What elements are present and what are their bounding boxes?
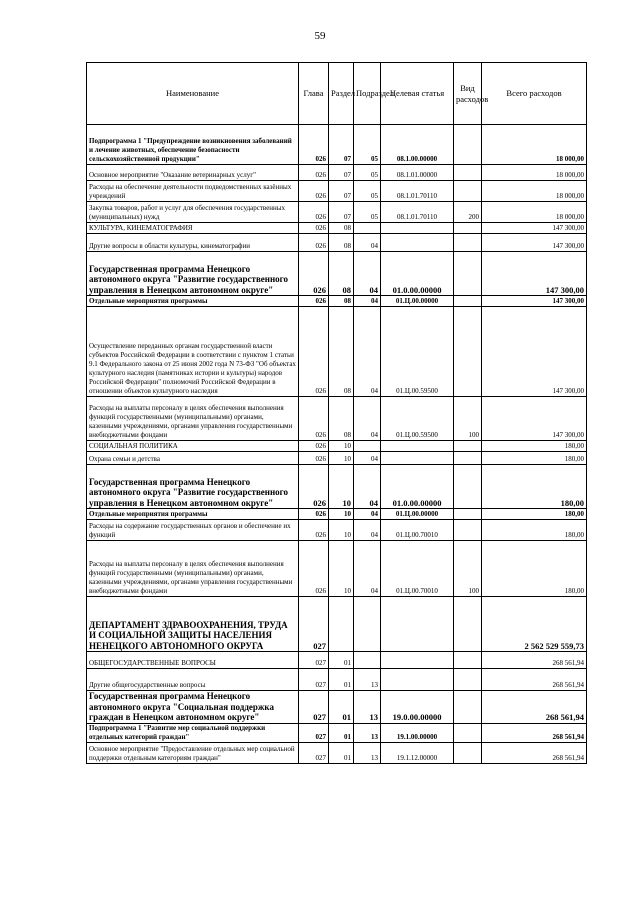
cell-type: [454, 465, 482, 509]
cell-type: [454, 520, 482, 541]
cell-subsection: 13: [354, 691, 381, 724]
cell-total: 147 300,00: [482, 234, 587, 252]
header-total: Всего расходов: [482, 63, 587, 125]
cell-total: 180,00: [482, 509, 587, 520]
cell-name: Подпрограмма 1 "Развитие мер социальной поддержки отдельных категорий граждан": [87, 723, 299, 742]
cell-chapter: 026: [299, 452, 329, 465]
table-row: [87, 181, 587, 202]
header-name: Наименование: [87, 63, 299, 125]
cell-section: 08: [329, 223, 354, 234]
cell-name: Отдельные мероприятия программы: [87, 296, 299, 307]
cell-name: Охрана семьи и детства: [87, 452, 299, 465]
cell-name: Основное мероприятие "Оказание ветеринарных услуг": [87, 165, 299, 181]
cell-chapter: 027: [299, 597, 329, 652]
table-row: [87, 452, 587, 465]
cell-section: 10: [329, 441, 354, 452]
cell-target: 19.1.12.00000: [381, 742, 454, 763]
cell-name: ДЕПАРТАМЕНТ ЗДРАВООХРАНЕНИЯ, ТРУДА И СОЦИАЛЬНОЙ ЗАЩИТЫ НАСЕЛЕНИЯ НЕНЕЦКОГО АВТОНОМНОГО ОКРУГА: [87, 597, 299, 652]
cell-name: КУЛЬТУРА, КИНЕМАТОГРАФИЯ: [87, 223, 299, 234]
cell-target: 01.Ц.00.59500: [381, 397, 454, 441]
table-row: [87, 307, 587, 397]
cell-name: Другие общегосударственные вопросы: [87, 669, 299, 691]
cell-section: 08: [329, 234, 354, 252]
cell-target: 01.Ц.00.70010: [381, 541, 454, 597]
cell-chapter: 026: [299, 181, 329, 202]
cell-chapter: 027: [299, 723, 329, 742]
cell-total: 268 561,94: [482, 742, 587, 763]
cell-type: [454, 723, 482, 742]
cell-section: 07: [329, 181, 354, 202]
header-row: [87, 63, 587, 125]
cell-name: Отдельные мероприятия программы: [87, 509, 299, 520]
header-chapter: Глава: [299, 63, 329, 125]
cell-section: 10: [329, 520, 354, 541]
cell-subsection: 04: [354, 307, 381, 397]
cell-subsection: [354, 652, 381, 669]
cell-total: 180,00: [482, 520, 587, 541]
cell-section: 08: [329, 296, 354, 307]
cell-name: Расходы на содержание государственных органов и обеспечение их функций: [87, 520, 299, 541]
cell-subsection: 04: [354, 296, 381, 307]
cell-total: 147 300,00: [482, 252, 587, 296]
cell-section: 08: [329, 397, 354, 441]
cell-target: 01.0.00.00000: [381, 465, 454, 509]
header-section: Раздел: [329, 63, 354, 125]
cell-type: [454, 452, 482, 465]
cell-target: 08.1.01.70110: [381, 202, 454, 223]
cell-target: [381, 652, 454, 669]
cell-section: 01: [329, 652, 354, 669]
cell-section: 01: [329, 669, 354, 691]
table-row: [87, 234, 587, 252]
table-row: [87, 397, 587, 441]
cell-chapter: 026: [299, 223, 329, 234]
cell-section: 08: [329, 252, 354, 296]
cell-section: 10: [329, 452, 354, 465]
cell-name: Расходы на обеспечение деятельности подведомственных казённых учреждений: [87, 181, 299, 202]
cell-chapter: 027: [299, 691, 329, 724]
cell-type: [454, 181, 482, 202]
cell-name: Государственная программа Ненецкого автономного округа "Развитие государственного управления в Ненецком автономном округе": [87, 465, 299, 509]
cell-chapter: 026: [299, 125, 329, 165]
cell-chapter: 026: [299, 202, 329, 223]
cell-target: 01.Ц.00.00000: [381, 296, 454, 307]
cell-type: [454, 234, 482, 252]
cell-name: Расходы на выплаты персоналу в целях обеспечения выполнения функций государственными (муниципальными) органами, казенными учреждениями, органами управления государственными внебюджетными фондами: [87, 397, 299, 441]
cell-type: [454, 165, 482, 181]
cell-total: 18 000,00: [482, 181, 587, 202]
cell-total: 180,00: [482, 465, 587, 509]
cell-name: Другие вопросы в области культуры, кинематографии: [87, 234, 299, 252]
table-row: [87, 252, 587, 296]
cell-chapter: 026: [299, 307, 329, 397]
cell-total: 268 561,94: [482, 652, 587, 669]
cell-target: 19.0.00.00000: [381, 691, 454, 724]
cell-type: [454, 597, 482, 652]
cell-total: 180,00: [482, 452, 587, 465]
cell-chapter: 027: [299, 652, 329, 669]
table-row: [87, 742, 587, 763]
table-row: [87, 165, 587, 181]
cell-total: 268 561,94: [482, 723, 587, 742]
cell-subsection: 04: [354, 541, 381, 597]
cell-type: [454, 223, 482, 234]
cell-subsection: 05: [354, 202, 381, 223]
cell-name: Государственная программа Ненецкого автономного округа "Развитие государственного управления в Ненецком автономном округе": [87, 252, 299, 296]
cell-type: 200: [454, 202, 482, 223]
cell-chapter: 026: [299, 234, 329, 252]
table-row: [87, 520, 587, 541]
table-row: [87, 723, 587, 742]
cell-subsection: [354, 597, 381, 652]
cell-chapter: 026: [299, 296, 329, 307]
cell-subsection: 04: [354, 397, 381, 441]
cell-section: 01: [329, 742, 354, 763]
cell-total: 18 000,00: [482, 165, 587, 181]
table-row: [87, 465, 587, 509]
cell-total: 180,00: [482, 541, 587, 597]
cell-chapter: 026: [299, 509, 329, 520]
cell-name: Государственная программа Ненецкого автономного округа "Социальная поддержка граждан в Ненецком автономном округе": [87, 691, 299, 724]
table-row: [87, 509, 587, 520]
cell-chapter: 026: [299, 520, 329, 541]
cell-subsection: [354, 441, 381, 452]
cell-subsection: 05: [354, 125, 381, 165]
cell-section: 10: [329, 541, 354, 597]
cell-name: Осуществление переданных органам государственной власти субъектов Российской Федерации в соответствии с пунктом 1 статьи 9.1 Федерального закона от 25 июня 2002 года N 73-ФЗ "Об объектах культурного наследия (памятниках истории и культуры) народов Российской Федерации" полномочий Российской Федерации в отношении объектов культурного наследия: [87, 307, 299, 397]
cell-total: 147 300,00: [482, 296, 587, 307]
cell-target: 08.1.01.00000: [381, 165, 454, 181]
cell-type: [454, 307, 482, 397]
cell-total: 2 562 529 559,73: [482, 597, 587, 652]
cell-name: Основное мероприятие "Предоставление отдельных мер социальной поддержки отдельным категориям граждан": [87, 742, 299, 763]
header-subsection: Подраздел: [354, 63, 381, 125]
cell-subsection: 04: [354, 509, 381, 520]
table-body: [87, 125, 587, 764]
cell-total: 147 300,00: [482, 307, 587, 397]
table-row: [87, 597, 587, 652]
cell-chapter: 026: [299, 397, 329, 441]
cell-target: [381, 669, 454, 691]
cell-chapter: 026: [299, 165, 329, 181]
table-row: [87, 541, 587, 597]
cell-section: 01: [329, 723, 354, 742]
cell-chapter: 027: [299, 669, 329, 691]
cell-total: 18 000,00: [482, 125, 587, 165]
header-target: Целевая статья: [381, 63, 454, 125]
cell-type: [454, 669, 482, 691]
cell-type: [454, 296, 482, 307]
cell-subsection: 04: [354, 520, 381, 541]
cell-section: 07: [329, 165, 354, 181]
cell-section: 10: [329, 465, 354, 509]
table-row: [87, 223, 587, 234]
table-row: [87, 125, 587, 165]
cell-section: 07: [329, 202, 354, 223]
cell-type: [454, 691, 482, 724]
cell-chapter: 026: [299, 541, 329, 597]
cell-name: Подпрограмма 1 "Предупреждение возникновения заболеваний и лечение животных, обеспечение безопасности сельскохозяйственной продукции": [87, 125, 299, 165]
cell-target: [381, 223, 454, 234]
cell-subsection: 04: [354, 452, 381, 465]
cell-name: Закупка товаров, работ и услуг для обеспечения государственных (муниципальных) нужд: [87, 202, 299, 223]
cell-target: [381, 441, 454, 452]
cell-total: 268 561,94: [482, 669, 587, 691]
cell-chapter: 027: [299, 742, 329, 763]
table-row: [87, 652, 587, 669]
cell-section: 10: [329, 509, 354, 520]
cell-chapter: 026: [299, 441, 329, 452]
page-number: 59: [314, 30, 326, 42]
cell-type: [454, 652, 482, 669]
cell-subsection: 13: [354, 669, 381, 691]
cell-target: [381, 452, 454, 465]
cell-subsection: 04: [354, 252, 381, 296]
cell-total: 147 300,00: [482, 397, 587, 441]
cell-target: [381, 597, 454, 652]
cell-total: 180,00: [482, 441, 587, 452]
cell-section: [329, 597, 354, 652]
table-row: [87, 441, 587, 452]
cell-section: 08: [329, 307, 354, 397]
cell-name: ОБЩЕГОСУДАРСТВЕННЫЕ ВОПРОСЫ: [87, 652, 299, 669]
cell-subsection: 04: [354, 234, 381, 252]
cell-type: [454, 441, 482, 452]
cell-subsection: 13: [354, 723, 381, 742]
cell-section: 07: [329, 125, 354, 165]
cell-target: 01.Ц.00.59500: [381, 307, 454, 397]
budget-table: [86, 62, 587, 764]
cell-target: 08.1.01.70110: [381, 181, 454, 202]
cell-chapter: 026: [299, 465, 329, 509]
cell-subsection: 13: [354, 742, 381, 763]
cell-total: 147 300,00: [482, 223, 587, 234]
cell-subsection: 04: [354, 465, 381, 509]
cell-target: [381, 234, 454, 252]
cell-name: СОЦИАЛЬНАЯ ПОЛИТИКА: [87, 441, 299, 452]
cell-section: 01: [329, 691, 354, 724]
cell-type: [454, 742, 482, 763]
cell-subsection: [354, 223, 381, 234]
cell-type: 100: [454, 397, 482, 441]
cell-type: 100: [454, 541, 482, 597]
cell-chapter: 026: [299, 252, 329, 296]
cell-type: [454, 125, 482, 165]
cell-target: 19.1.00.00000: [381, 723, 454, 742]
cell-subsection: 05: [354, 181, 381, 202]
table-row: [87, 691, 587, 724]
cell-total: 268 561,94: [482, 691, 587, 724]
cell-target: 01.Ц.00.00000: [381, 509, 454, 520]
cell-target: 08.1.00.00000: [381, 125, 454, 165]
header-type: Вид расходов: [454, 63, 482, 125]
cell-subsection: 05: [354, 165, 381, 181]
table-row: [87, 669, 587, 691]
table-row: [87, 296, 587, 307]
cell-name: Расходы на выплаты персоналу в целях обеспечения выполнения функций государственными (муниципальными) органами, казенными учреждениями, органами управления государственными внебюджетными фондами: [87, 541, 299, 597]
table-row: [87, 202, 587, 223]
cell-target: 01.Ц.00.70010: [381, 520, 454, 541]
cell-total: 18 000,00: [482, 202, 587, 223]
cell-type: [454, 509, 482, 520]
cell-type: [454, 252, 482, 296]
cell-target: 01.0.00.00000: [381, 252, 454, 296]
